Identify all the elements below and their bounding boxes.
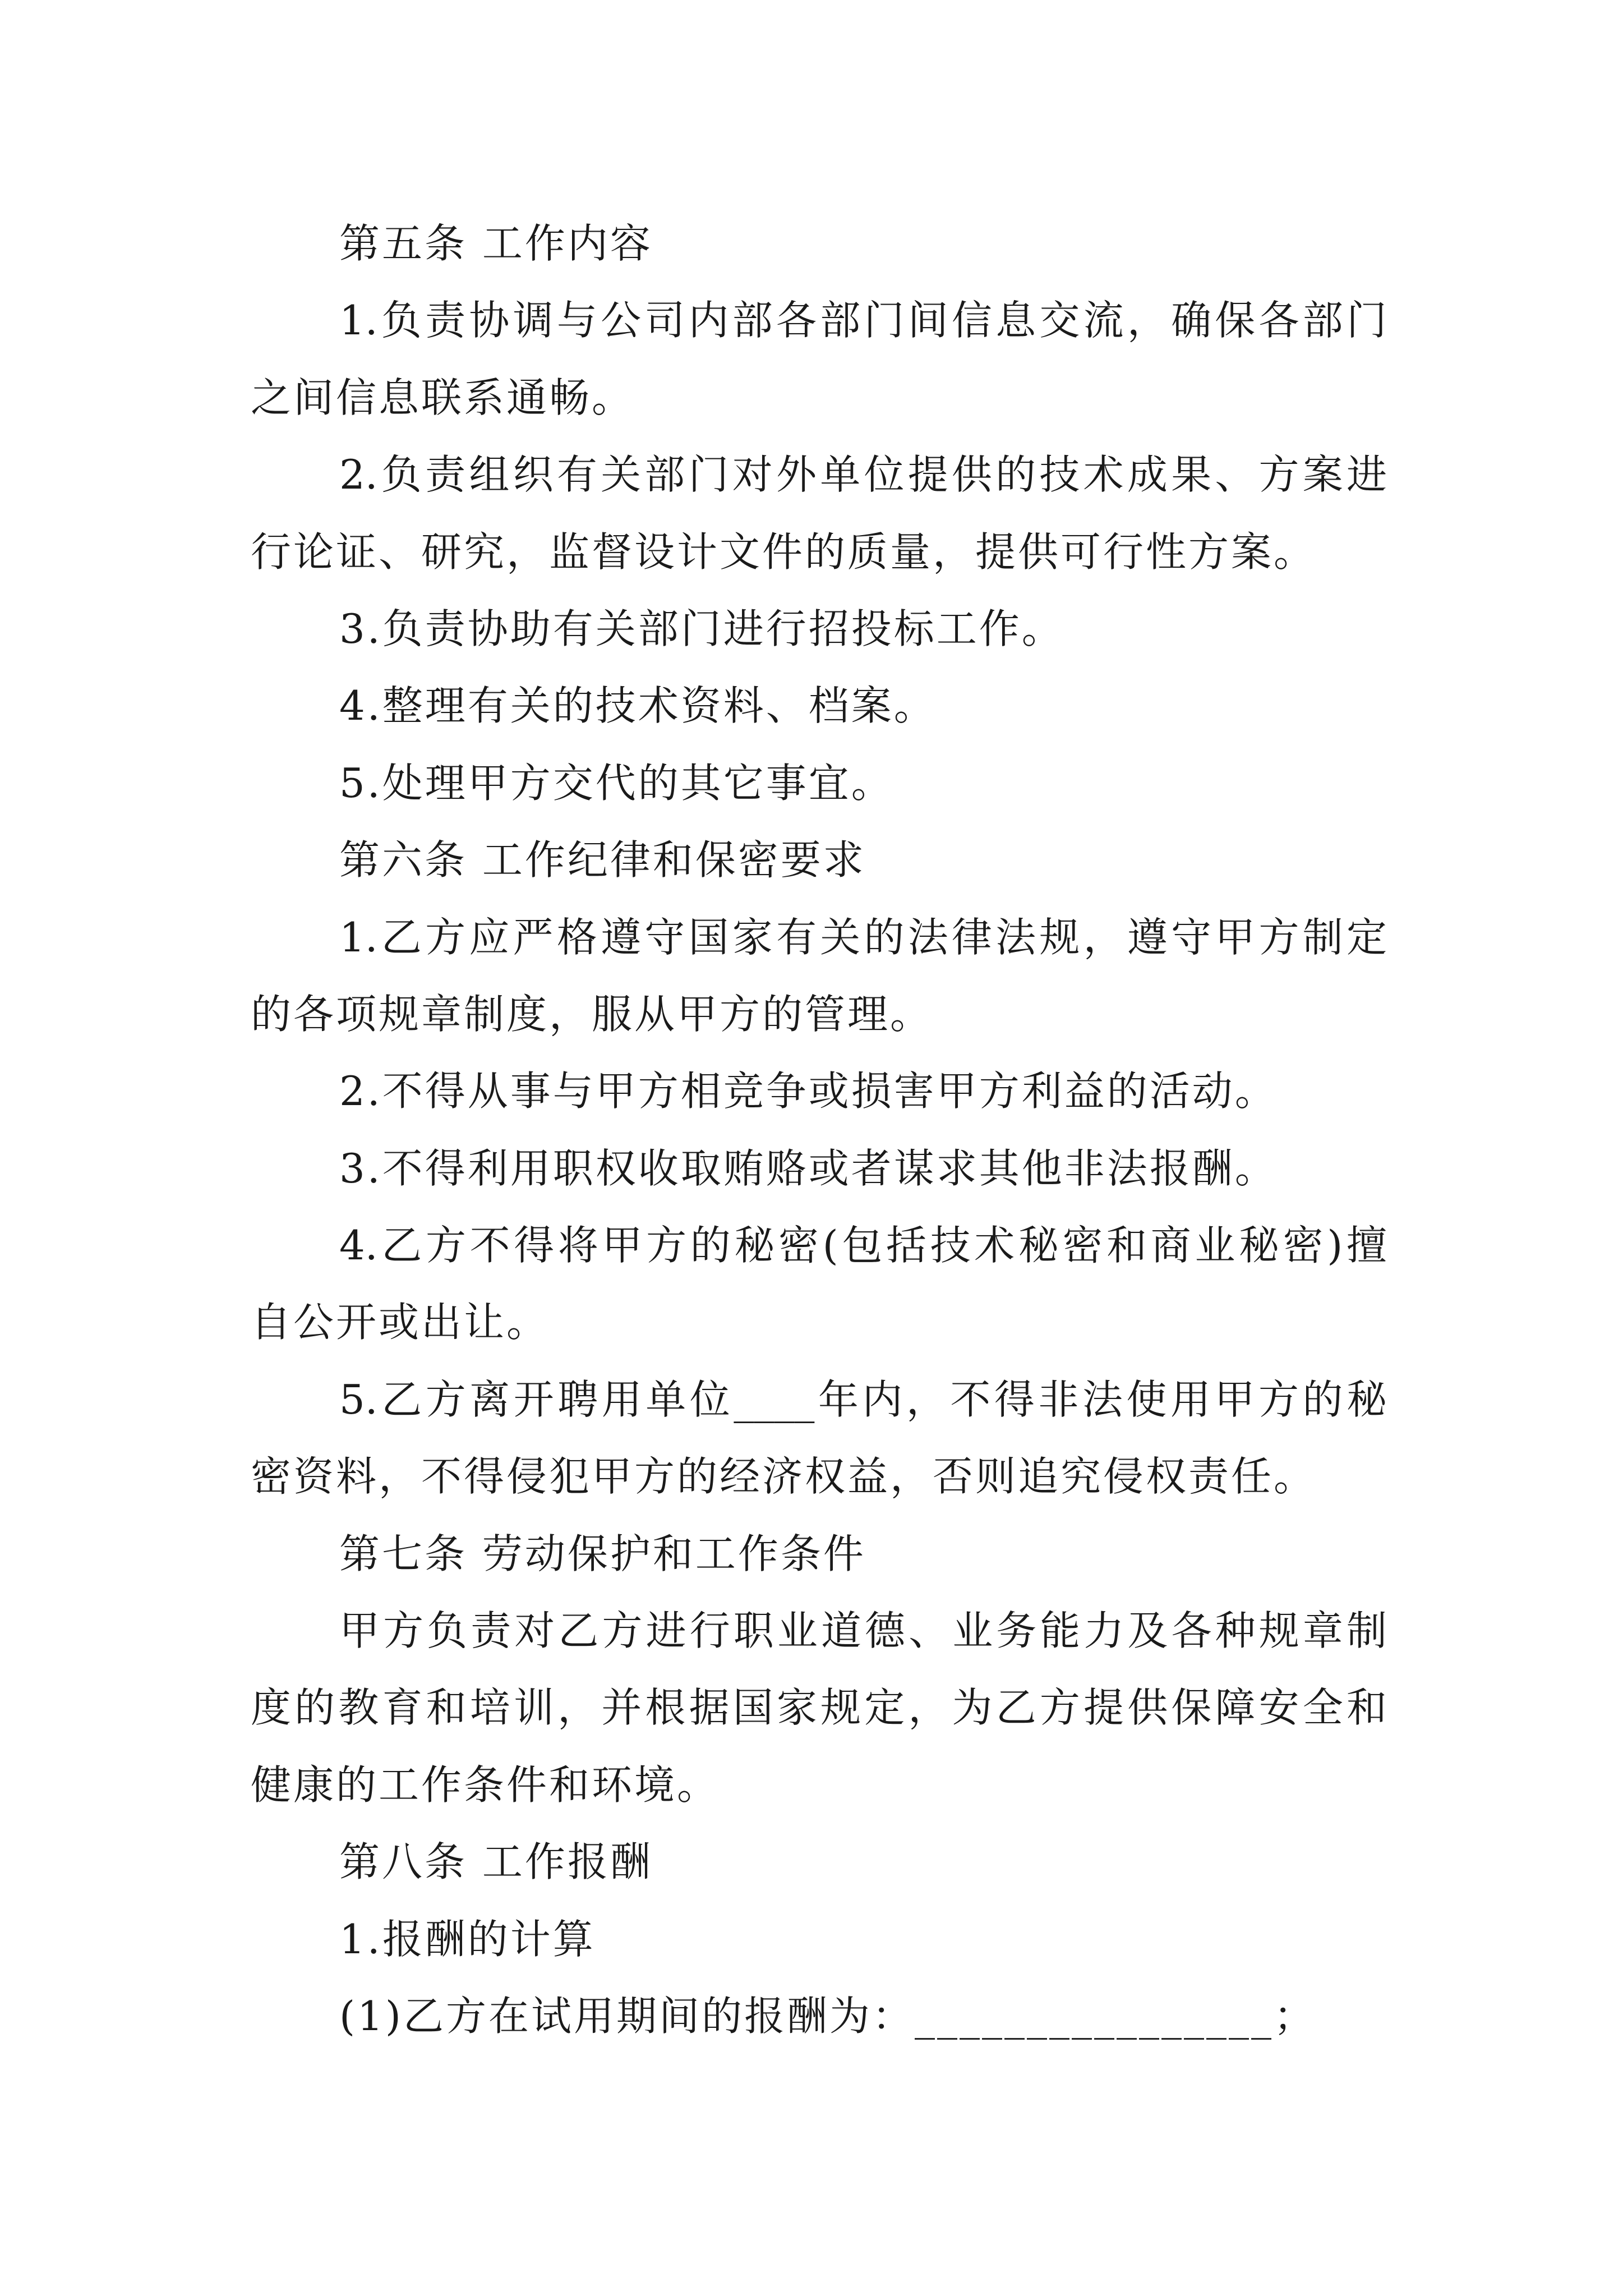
text-line: 2.负责组织有关部门对外单位提供的技术成果、方案进: [339, 451, 1387, 499]
text-line: 甲方负责对乙方进行职业道德、业务能力及各种规章制: [339, 1607, 1387, 1655]
paragraph: [251, 668, 1387, 744]
text-line: 3.负责协助有关部门进行招投标工作。: [339, 605, 1064, 652]
paragraph: [251, 1361, 1387, 1516]
paragraph: [251, 591, 1387, 668]
text-line: 1.报酬的计算: [339, 1915, 596, 1963]
text-line: 5.乙方离开聘用单位____年内，不得非法使用甲方的秘: [339, 1375, 1387, 1423]
article-heading: [251, 822, 1387, 899]
paragraph: [251, 899, 1387, 1053]
text-line: 1.负责协调与公司内部各部门间信息交流，确保各部门: [339, 297, 1387, 344]
paragraph: [251, 282, 1387, 436]
text-line: 第五条 工作内容: [339, 220, 653, 267]
text-line: 健康的工作条件和环境。: [251, 1761, 720, 1809]
text-line: (1)乙方在试用期间的报酬为：________________；: [339, 1992, 1316, 2040]
text-line: 密资料，不得侵犯甲方的经济权益，否则追究侵权责任。: [251, 1453, 1317, 1501]
text-line: 3.不得利用职权收取贿赂或者谋求其他非法报酬。: [339, 1144, 1278, 1192]
text-line: 第七条 劳动保护和工作条件: [339, 1530, 866, 1577]
text-line: 第八条 工作报酬: [339, 1838, 653, 1886]
text-line: 2.不得从事与甲方相竞争或损害甲方利益的活动。: [339, 1068, 1278, 1115]
article-heading: [251, 205, 1387, 282]
text-line: 5.处理甲方交代的其它事宜。: [339, 759, 894, 807]
paragraph: [251, 1207, 1387, 1361]
paragraph: [251, 745, 1387, 822]
text-line: 度的教育和培训，并根据国家规定，为乙方提供保障安全和: [251, 1684, 1387, 1732]
paragraph: [251, 1130, 1387, 1207]
document-body: [251, 205, 1387, 2055]
paragraph: [251, 436, 1387, 591]
text-line: 4.乙方不得将甲方的秘密(包括技术秘密和商业秘密)擅: [339, 1222, 1387, 1269]
text-line: 的各项规章制度，服从甲方的管理。: [251, 990, 933, 1038]
paragraph: [251, 1053, 1387, 1130]
text-line: 1.乙方应严格遵守国家有关的法律法规，遵守甲方制定: [339, 913, 1387, 961]
paragraph: [251, 1978, 1387, 2055]
article-heading: [251, 1824, 1387, 1901]
article-heading: [251, 1516, 1387, 1593]
text-line: 第六条 工作纪律和保密要求: [339, 836, 866, 884]
paragraph: [251, 1593, 1387, 1824]
paragraph: [251, 1901, 1387, 1978]
text-line: 之间信息联系通畅。: [251, 374, 635, 421]
text-line: 4.整理有关的技术资料、档案。: [339, 682, 937, 730]
text-line: 行论证、研究，监督设计文件的质量，提供可行性方案。: [251, 528, 1317, 576]
text-line: 自公开或出让。: [251, 1299, 550, 1346]
